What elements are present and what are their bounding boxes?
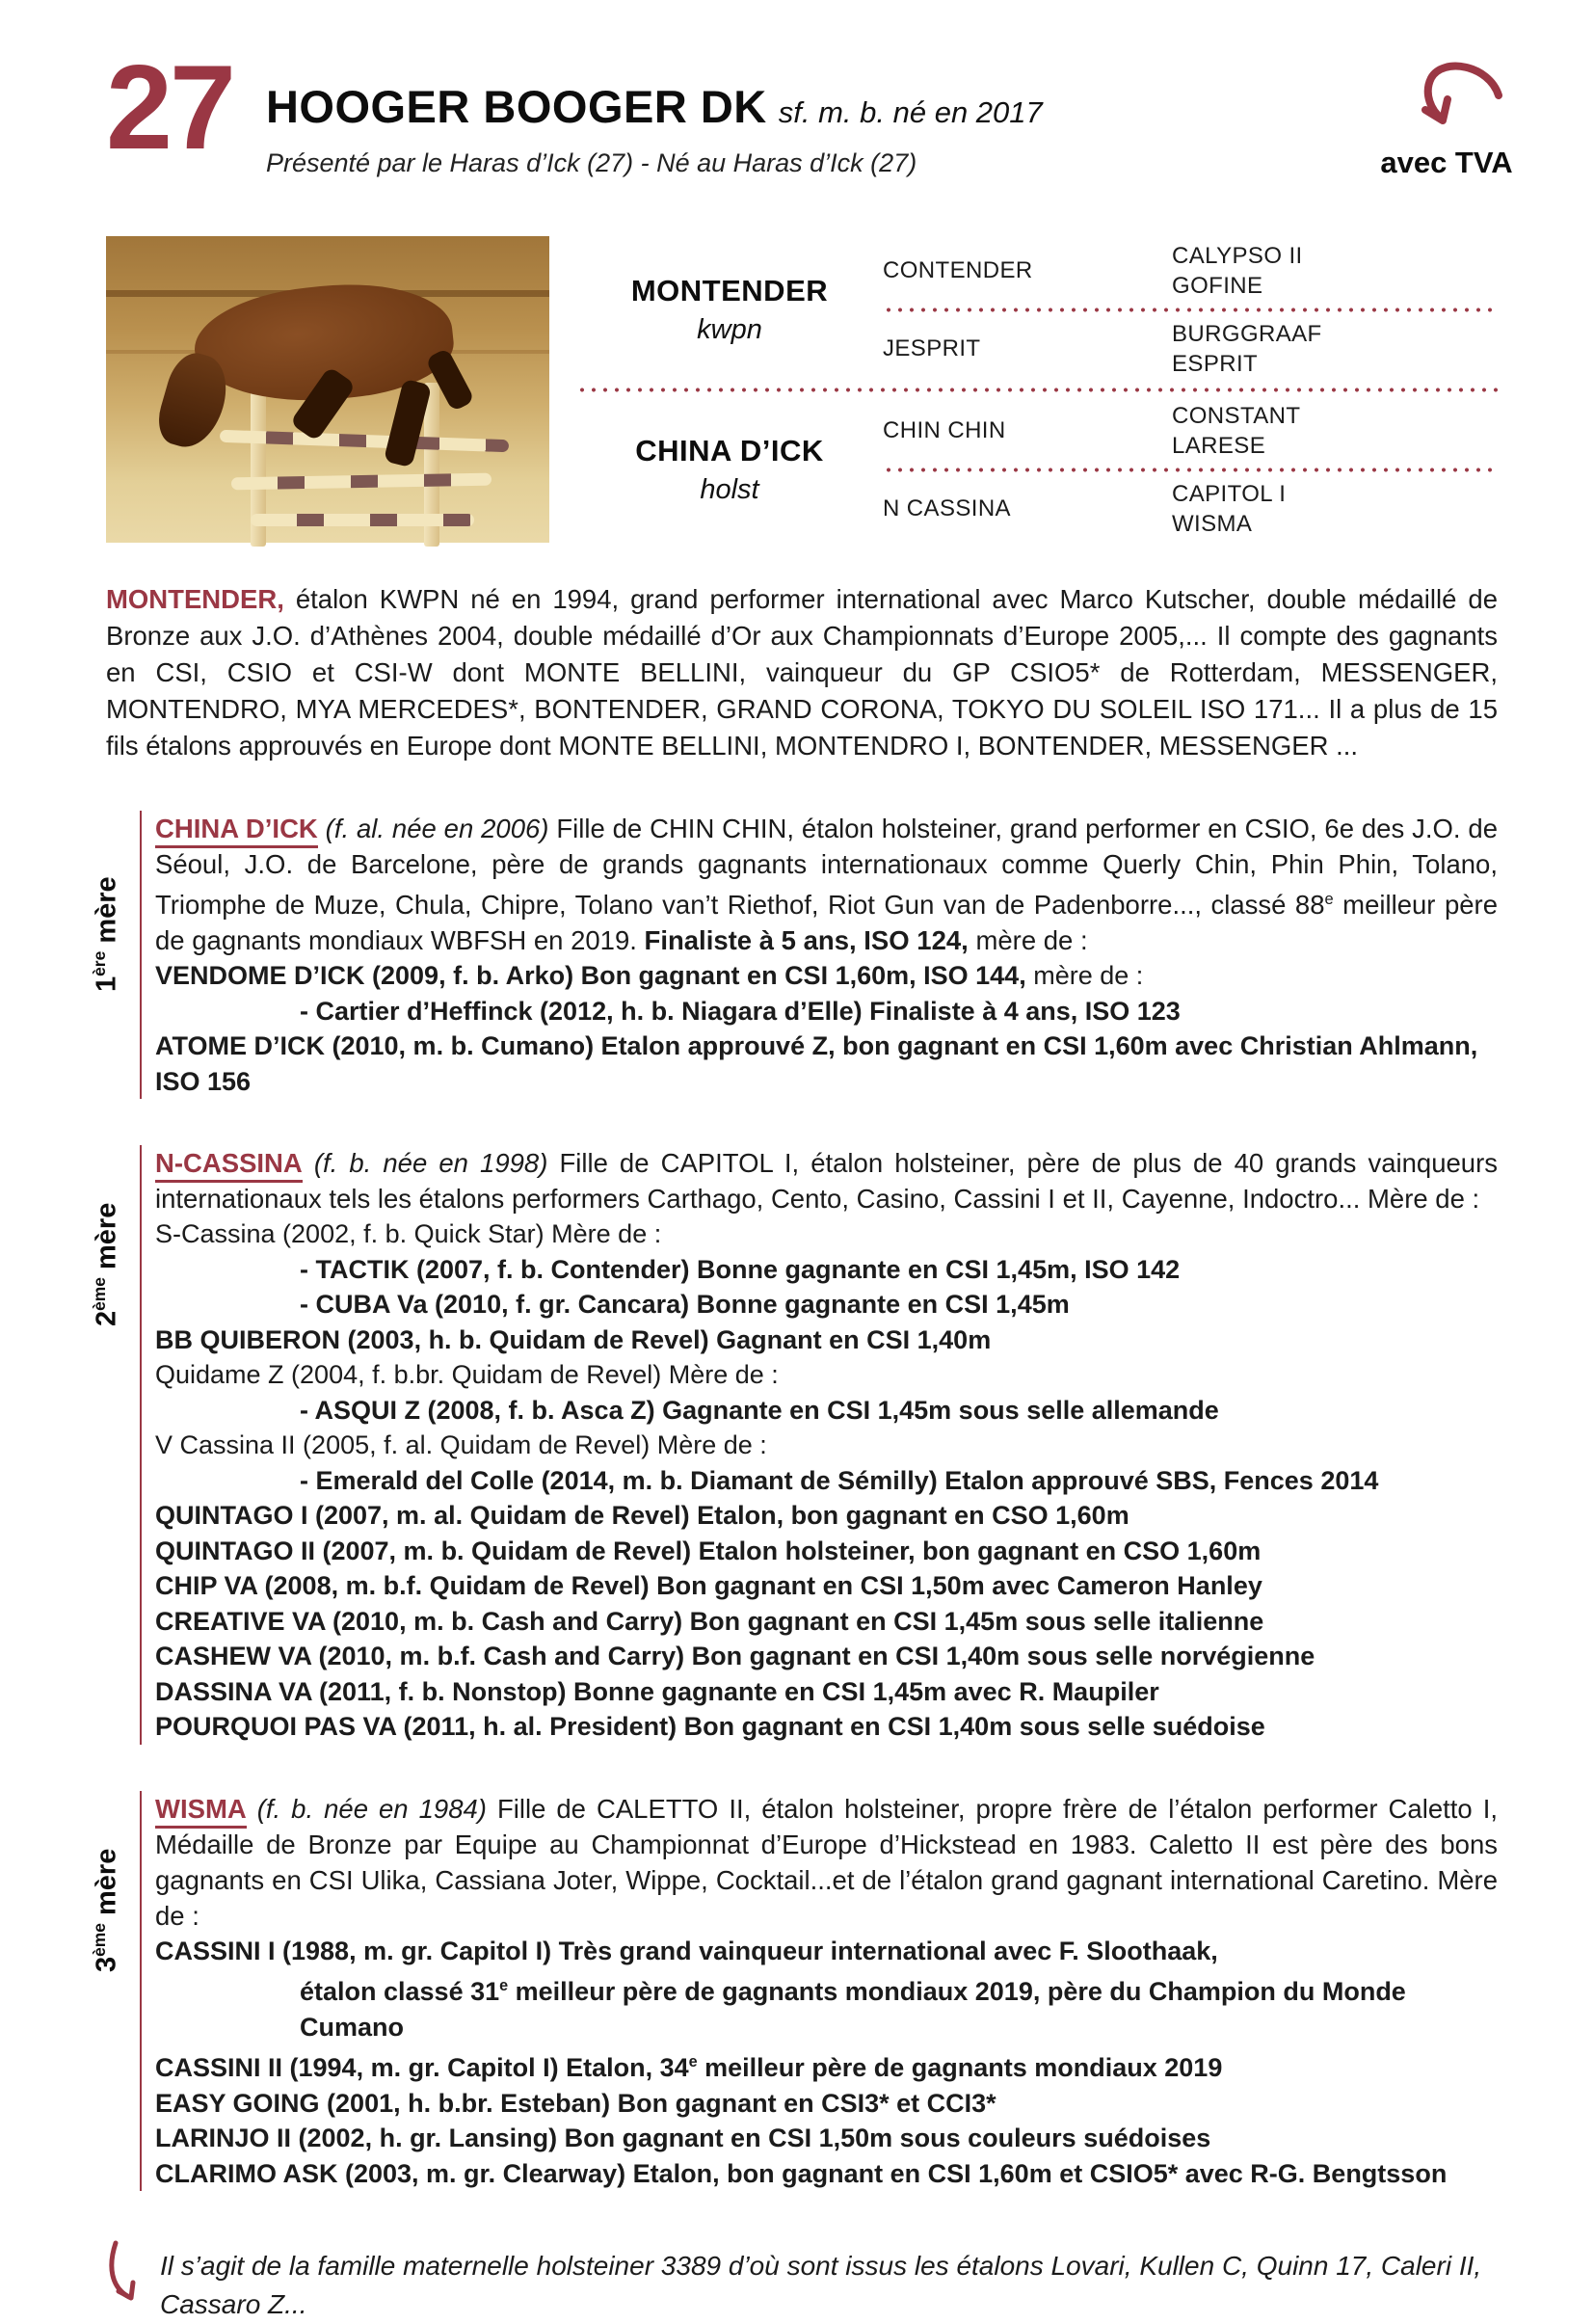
- progeny-line: [155, 1216, 1498, 1252]
- progeny-line: [155, 994, 1498, 1029]
- dam-block: [576, 398, 1498, 542]
- mare-section-3: [90, 1791, 1498, 2192]
- mare-generation-ordinal: ème: [90, 1277, 109, 1312]
- progeny-line: [155, 1322, 1498, 1358]
- progeny-line: [155, 1428, 1498, 1463]
- dam-sire-dam: LARESE: [1172, 432, 1266, 459]
- sire-paragraph: [106, 581, 1498, 764]
- progeny-line: [155, 1393, 1498, 1429]
- sire-dam-sire: BURGGRAAF: [1172, 320, 1322, 347]
- footnote-arrow-icon: [106, 2239, 146, 2309]
- text-segment: - ASQUI Z (2008, f. b. Asca Z) Gagnante en CSI 1,45m sous selle allemande: [300, 1395, 1219, 1425]
- sire-sire-name: CONTENDER: [883, 256, 1033, 283]
- sire-paragraph-lead: MONTENDER,: [106, 584, 284, 614]
- text-segment: meilleur père de gagnants mondiaux 2019, père du Champion du Monde Cumano: [300, 1977, 1406, 2042]
- mare-generation-word: mère: [91, 1202, 122, 1278]
- mare-generation-word: mère: [91, 1848, 122, 1923]
- text-segment: étalon classé 31: [300, 1977, 500, 2007]
- text-segment: (f. b. née en 1998): [302, 1148, 560, 1179]
- title-block: [266, 80, 1043, 178]
- text-segment: Quidame Z (2004, f. b.br. Quidam de Revel) Mère de :: [155, 1360, 779, 1390]
- text-segment: LARINJO II (2002, h. gr. Lansing) Bon gagnant en CSI 1,50m sous couleurs suédoises: [155, 2124, 1211, 2153]
- progeny-line: [155, 2156, 1498, 2192]
- dam-name: CHINA D’ICK: [635, 433, 824, 467]
- text-segment: CREATIVE VA (2010, m. b. Cash and Carry) Bon gagnant en CSI 1,45m sous selle italienne: [155, 1606, 1264, 1636]
- mare-intro-paragraph: [155, 811, 1498, 958]
- progeny-line: [155, 1639, 1498, 1674]
- text-segment: mère de :: [1025, 961, 1144, 991]
- text-segment: Fille de CALETTO II, étalon holsteiner, propre frère de l’étalon performer Caletto I, Médaille de Bronze par Equipe au Championnat d’Europe d’Hickstead en 1983. Caletto II est père des bons gagnants en CSI Ulika, Cassiana Joter, Wippe, Cocktail...et de l’étalon grand gagnant international Caretino. Mère de :: [155, 1793, 1498, 1931]
- text-segment: DASSINA VA (2011, f. b. Nonstop) Bonne gagnante en CSI 1,45m avec R. Maupiler: [155, 1676, 1159, 1706]
- dotted-divider: [576, 387, 1498, 392]
- dam-dam-sire: CAPITOL I: [1172, 480, 1287, 507]
- sire-studbook: kwpn: [697, 313, 762, 345]
- text-segment: CLARIMO ASK (2003, m. gr. Clearway) Etalon, bon gagnant en CSI 1,60m et CSIO5* avec R-G. Bengtsson: [155, 2158, 1448, 2188]
- text-segment: Fille de CAPITOL I, étalon holsteiner, père de plus de 40 grands vainqueurs internationaux tels les étalons performers Carthago, Cento, Casino, Cassini I et II, Cayenne, Indoctro... Mère de :: [155, 1148, 1498, 1215]
- progeny-line: [155, 1287, 1498, 1322]
- text-segment: CASSINI II (1994, m. gr. Capitol I) Etalon, 34: [155, 2053, 689, 2083]
- text-segment: (f. b. née en 1984): [246, 1793, 497, 1824]
- text-segment: CHIP VA (2008, m. b.f. Quidam de Revel) Bon gagnant en CSI 1,50m avec Cameron Hanley: [155, 1571, 1262, 1601]
- text-segment: (f. al. née en 2006): [317, 814, 557, 843]
- mare-name-heading: N-CASSINA: [155, 1148, 303, 1183]
- progeny-line: [155, 1463, 1498, 1499]
- dam-sire-sire: CONSTANT: [1172, 402, 1301, 429]
- mare-name-heading: CHINA D’ICK: [155, 814, 318, 848]
- horse-photo: [106, 236, 549, 543]
- progeny-line: [155, 1357, 1498, 1393]
- progeny-line: [155, 1604, 1498, 1640]
- progeny-line: [155, 1534, 1498, 1569]
- mare-generation-ordinal: ère: [90, 950, 109, 976]
- dam-dam-dam: WISMA: [1172, 510, 1253, 537]
- sire-sire-sire: CALYPSO II: [1172, 242, 1303, 269]
- text-segment: - CUBA Va (2010, f. gr. Cancara) Bonne gagnante en CSI 1,45m: [300, 1290, 1070, 1320]
- presenter-line: Présenté par le Haras d’Ick (27) - Né au Haras d’Ick (27): [265, 148, 917, 177]
- text-segment: VENDOME D’ICK (2009, f. b. Arko) Bon gagnant en CSI 1,60m, ISO 144,: [155, 961, 1026, 991]
- mare-generation-word: mère: [91, 876, 122, 951]
- mare-generation-ordinal: ème: [90, 1922, 109, 1957]
- curved-arrow-icon: [1387, 55, 1506, 144]
- dam-sire-name: CHIN CHIN: [883, 416, 1006, 443]
- mare-generation-number: 3: [91, 1956, 122, 1972]
- sire-block: [576, 238, 1498, 382]
- text-segment: - Cartier d’Heffinck (2012, h. b. Niagara d’Elle) Finaliste à 4 ans, ISO 123: [300, 996, 1181, 1026]
- progeny-line: [155, 1568, 1498, 1604]
- sire-dam-dam: ESPRIT: [1172, 350, 1259, 377]
- text-segment: e: [1324, 891, 1334, 908]
- progeny-line: [155, 1252, 1498, 1288]
- text-segment: QUINTAGO I (2007, m. al. Quidam de Revel) Etalon, bon gagnant en CSO 1,60m: [155, 1501, 1129, 1531]
- progeny-line: [155, 958, 1498, 994]
- page-title: HOOGER BOOGER DK: [265, 81, 767, 132]
- progeny-line: [155, 1709, 1498, 1745]
- pedigree-row: [106, 236, 1498, 543]
- lot-number: 27: [106, 41, 233, 174]
- pedigree-table: [576, 236, 1498, 543]
- text-segment: meilleur père de gagnants mondiaux WBFSH en 2019.: [155, 890, 1498, 956]
- mare-generation-number: 2: [91, 1311, 122, 1327]
- jump-pole: [231, 473, 491, 491]
- text-segment: mère de :: [968, 925, 1088, 956]
- mare-section-1: [90, 811, 1498, 1099]
- mare-intro-paragraph: [155, 1145, 1498, 1216]
- jump-pole: [251, 514, 474, 526]
- sire-name: MONTENDER: [630, 273, 829, 307]
- text-segment: Finaliste à 5 ans, ISO 124,: [644, 925, 969, 956]
- vat-label: avec TVA: [1380, 146, 1513, 179]
- text-segment: e: [499, 1977, 509, 1995]
- mare-section-content: [140, 1791, 1498, 2192]
- progeny-line: [155, 2121, 1498, 2156]
- dotted-divider: [883, 467, 1498, 472]
- progeny-line: [155, 1674, 1498, 1710]
- progeny-line: [155, 1968, 1498, 2044]
- mare-generation-label: [90, 820, 123, 992]
- sire-sire-dam: GOFINE: [1172, 272, 1263, 299]
- text-segment: QUINTAGO II (2007, m. b. Quidam de Revel) Etalon holsteiner, bon gagnant en CSO 1,60m: [155, 1536, 1262, 1565]
- text-segment: CASSINI I (1988, m. gr. Capitol I) Très grand vainqueur international avec F. Sloothaak,: [155, 1936, 1218, 1965]
- dam-dam-name: N CASSINA: [883, 494, 1011, 521]
- mare-section-content: [140, 811, 1498, 1099]
- text-segment: e: [688, 2053, 698, 2071]
- text-segment: POURQUOI PAS VA (2011, h. al. President) Bon gagnant en CSI 1,40m sous selle suédoise: [155, 1712, 1265, 1742]
- mare-sections: [90, 811, 1498, 2191]
- progeny-line: [155, 2086, 1498, 2122]
- progeny-line: [155, 1934, 1498, 1969]
- mare-generation-label: [90, 1801, 123, 1972]
- text-segment: ATOME D’ICK (2010, m. b. Cumano) Etalon approuvé Z, bon gagnant en CSI 1,60m avec Christian Ahlmann, ISO 156: [155, 1031, 1478, 1096]
- mare-intro-paragraph: [155, 1791, 1498, 1934]
- text-segment: EASY GOING (2001, h. b.br. Esteban) Bon gagnant en CSI3* et CCI3*: [155, 2088, 996, 2118]
- vat-block: [1355, 55, 1538, 180]
- text-segment: Fille de CHIN CHIN, étalon holsteiner, grand performer en CSIO, 6e des J.O. de Séoul, J.O. de Barcelone, père de grands gagnants internationaux comme Querly Chin, Phin Phin, Tolano, Triomphe de Muze, Chula, Chipre, Tolano van’t Riethof, Riot Gun van de Padenborre..., classé 88: [155, 814, 1498, 921]
- footnote: [106, 2247, 1498, 2324]
- text-segment: BB QUIBERON (2003, h. b. Quidam de Revel) Gagnant en CSI 1,40m: [155, 1324, 992, 1354]
- sire-paragraph-text: étalon KWPN né en 1994, grand performer international avec Marco Kutscher, double médaillé de Bronze aux J.O. d’Athènes 2004, double médaillé d’Or aux Championnats d’Europe 2005,... Il compte des gagnants en CSI, CSIO et CSI-W dont MONTE BELLINI, vainqueur du GP CSIO5* de Rotterdam, MESSENGER, MONTENDRO, MYA MERCEDES*, BONTENDER, GRAND CORONA, TOKYO DU SOLEIL ISO 171... Il a plus de 15 fils étalons approuvés en Europe dont MONTE BELLINI, MONTENDRO I, BONTENDER, MESSENGER ...: [106, 584, 1498, 761]
- text-segment: CASHEW VA (2010, m. b.f. Cash and Carry) Bon gagnant en CSI 1,40m sous selle norvégienne: [155, 1642, 1315, 1671]
- mare-section-content: [140, 1145, 1498, 1745]
- dam-studbook: holst: [700, 473, 759, 505]
- mare-section-2: [90, 1145, 1498, 1745]
- header: [106, 41, 1513, 179]
- footnote-text: Il s’agit de la famille maternelle holsteiner 3389 d’où sont issus les étalons Lovari, Kullen C, Quinn 17, Caleri II, Cassaro Z...: [160, 2251, 1482, 2320]
- text-segment: - TACTIK (2007, f. b. Contender) Bonne gagnante en CSI 1,45m, ISO 142: [300, 1254, 1181, 1284]
- mare-generation-label: [90, 1155, 123, 1326]
- text-segment: meilleur père de gagnants mondiaux 2019: [697, 2053, 1223, 2083]
- mare-name-heading: WISMA: [155, 1794, 247, 1829]
- text-segment: S-Cassina (2002, f. b. Quick Star) Mère de :: [155, 1219, 662, 1249]
- mare-generation-number: 1: [91, 975, 122, 992]
- text-segment: V Cassina II (2005, f. al. Quidam de Revel) Mère de :: [155, 1430, 767, 1460]
- horse-description: sf. m. b. né en 2017: [778, 95, 1043, 129]
- progeny-line: [155, 1028, 1498, 1099]
- text-segment: - Emerald del Colle (2014, m. b. Diamant de Sémilly) Etalon approuvé SBS, Fences 2014: [300, 1465, 1379, 1495]
- dotted-divider: [883, 307, 1498, 312]
- progeny-line: [155, 2044, 1498, 2086]
- sire-dam-name: JESPRIT: [883, 334, 981, 361]
- progeny-line: [155, 1498, 1498, 1534]
